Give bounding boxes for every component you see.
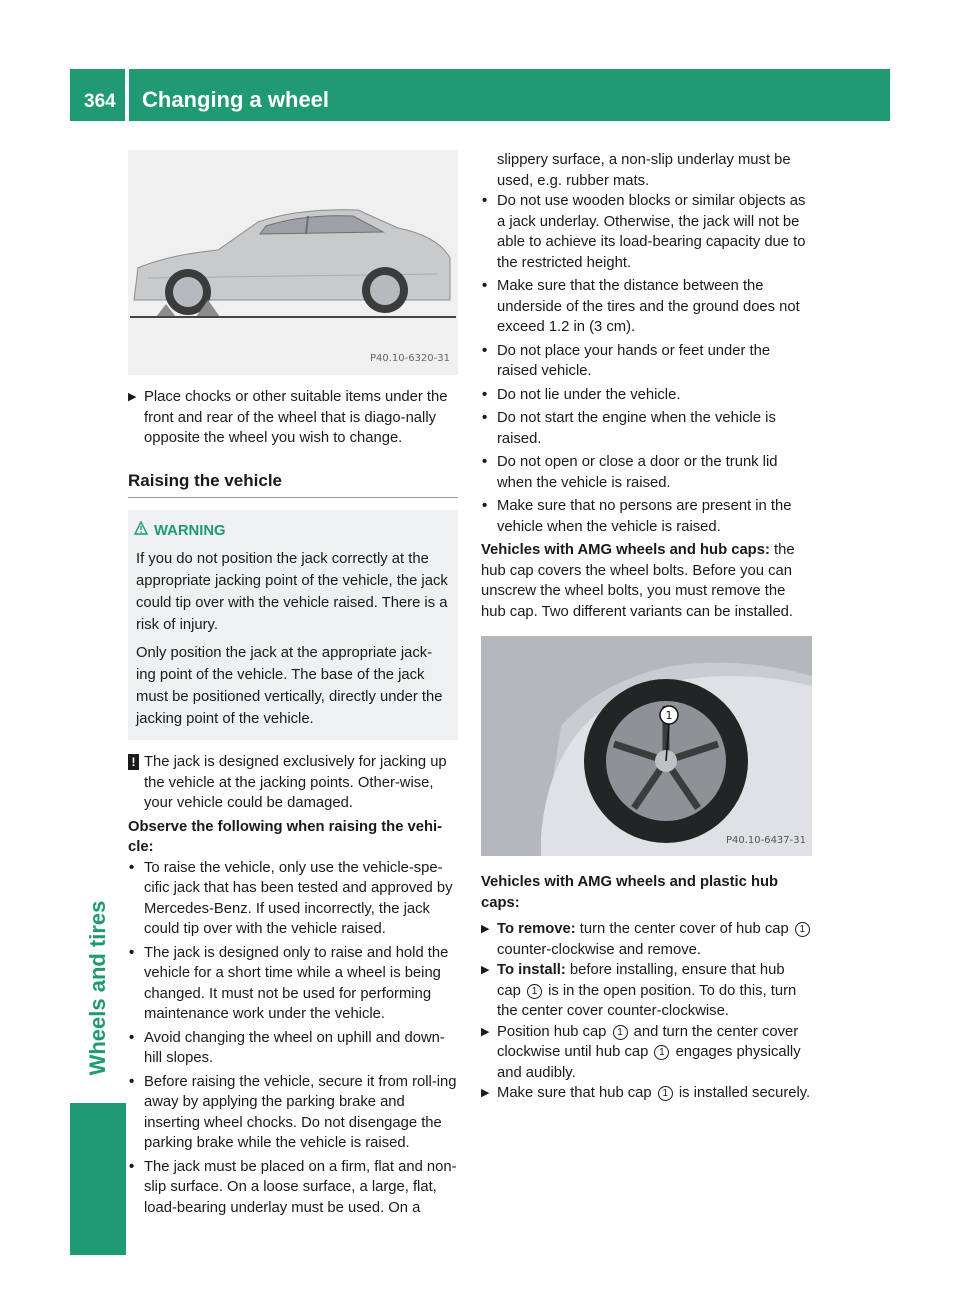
step-arrow-icon: ▶ — [481, 1087, 490, 1099]
plastic-hubcap-heading: Vehicles with AMG wheels and plastic hub caps: — [481, 874, 779, 911]
figure-code: P40.10-6437-31 — [725, 834, 806, 846]
list-item — [481, 191, 812, 273]
list-item-text: The jack is designed only to raise and hold the vehicle for a short time while a wheel is being changed. It must not be used for performing maintenance work under the vehicle. — [144, 944, 449, 1022]
warning-text-2: Only position the jack at the appropriate jack-ing point of the vehicle. The base of the jack must be positioned vertically, directly under the jacking point of the vehicle. — [136, 645, 443, 727]
list-item — [481, 496, 812, 537]
step-arrow-icon: ▶ — [481, 964, 490, 976]
page-number: 364 — [84, 91, 116, 112]
step-text: and turn the center cover clockwise until hub cap — [497, 1023, 799, 1060]
step-text: before installing, ensure that hub cap — [497, 962, 785, 999]
step-text: Position hub cap — [497, 1023, 611, 1040]
bullet-icon: • — [129, 1158, 135, 1175]
bullet-icon: • — [482, 454, 488, 470]
step-text: Make sure that hub cap — [497, 1085, 656, 1101]
list-item-text: Avoid changing the wheel on uphill and down-hill slopes. — [144, 1029, 445, 1066]
step-text: is in the open position. To do this, turn the center cover counter-clockwise. — [497, 982, 797, 1019]
continuation-text: slippery surface, a non-slip underlay must be used, e.g. rubber mats. — [497, 152, 791, 189]
step-text: counter-clockwise and remove. — [497, 941, 701, 958]
left-bullet-list — [128, 858, 458, 1219]
heading-raising-vehicle: Raising the vehicle — [128, 471, 458, 499]
instruction-step — [481, 960, 812, 1022]
bullet-icon: • — [482, 410, 488, 426]
car-side-illustration — [128, 150, 458, 375]
step-arrow-icon: ▶ — [481, 1025, 490, 1038]
notice-text: The jack is designed exclusively for jacking up the vehicle at the jacking points. Other-wise, your vehicle could be damaged. — [144, 754, 447, 811]
callout-ref: 1 — [795, 922, 810, 937]
warning-title-text: WARNING — [154, 523, 226, 539]
step-text: is installed securely. — [674, 1085, 811, 1101]
notice — [128, 752, 458, 814]
bullet-icon: • — [482, 342, 488, 359]
list-item-text: Make sure that the distance between the underside of the tires and the ground does not exceed 1.2 in (3 cm). — [497, 278, 800, 335]
wheel-figure — [481, 636, 812, 856]
list-item-text: Make sure that no persons are present in the vehicle when the vehicle is raised. — [497, 498, 792, 535]
list-item-text: Do not use wooden blocks or similar objects as a jack underlay. Otherwise, the jack will not be able to achieve its load-bearing capacity due to the restricted height. — [497, 193, 806, 271]
bullet-icon: • — [129, 1029, 135, 1046]
list-item — [481, 341, 812, 382]
list-item — [128, 858, 458, 940]
callout-ref: 1 — [654, 1045, 669, 1060]
bullet-icon: • — [482, 193, 488, 209]
bullet-icon: • — [129, 944, 135, 961]
callout-number: 1 — [665, 709, 673, 722]
step-text: turn the center cover of hub cap — [575, 921, 793, 937]
right-bullet-list — [481, 191, 812, 537]
side-tab-text: Wheels and tires — [85, 900, 110, 1076]
section-title: Changing a wheel — [142, 87, 330, 112]
instruction-step — [128, 387, 458, 449]
header-bar — [70, 69, 890, 121]
callout-ref: 1 — [613, 1025, 628, 1040]
side-tab-label — [78, 880, 118, 1100]
figure-code: P40.10-6320-31 — [369, 352, 450, 364]
warning-box — [128, 510, 458, 740]
step-text: engages physically and audibly. — [497, 1044, 801, 1081]
step-arrow-icon: ▶ — [481, 923, 490, 935]
warning-title — [154, 520, 450, 542]
amg-lead: Vehicles with AMG wheels and hub caps: — [481, 542, 770, 558]
step-text: Place chocks or other suitable items under the front and rear of the wheel that is diago-nally opposite the wheel you wish to change. — [144, 389, 448, 446]
bullet-icon: • — [129, 1073, 135, 1090]
list-item — [481, 452, 812, 493]
observe-heading: Observe the following when raising the vehi-cle: — [128, 818, 443, 855]
bullet-icon: • — [482, 386, 488, 403]
step-lead: To remove: — [497, 921, 576, 937]
list-item-text: Do not lie under the vehicle. — [497, 386, 681, 403]
list-item — [481, 276, 812, 338]
instruction-step — [481, 919, 812, 960]
list-item-text: Before raising the vehicle, secure it from roll-ing away by applying the parking brake and inserting wheel chocks. Do not disengage the parking brake while the vehicle is raised. — [144, 1073, 457, 1151]
car-side-figure — [128, 150, 458, 375]
callout-ref: 1 — [527, 984, 542, 999]
list-item-text: Do not start the engine when the vehicle is raised. — [497, 410, 776, 447]
warning-triangle-icon — [134, 520, 148, 542]
left-column — [128, 150, 458, 1221]
side-tab-marker — [70, 1103, 126, 1255]
list-item — [481, 408, 812, 449]
bullet-icon: • — [482, 498, 488, 514]
callout-ref: 1 — [658, 1086, 673, 1101]
step-lead: To install: — [497, 962, 566, 978]
list-item — [128, 1157, 458, 1219]
list-item — [128, 1072, 458, 1154]
list-item-text: Do not open or close a door or the trunk lid when the vehicle is raised. — [497, 454, 778, 491]
list-item-text: To raise the vehicle, only use the vehicle-spe-cific jack that has been tested and approved by Mercedes-Benz. If used incorrectly, the jack could tip over with the vehicle raised. — [144, 859, 453, 937]
warning-text-1: If you do not position the jack correctly at the appropriate jacking point of the vehicle, the jack could tip over with the vehicle raised. There is a risk of injury. — [136, 551, 448, 633]
instruction-step — [481, 1083, 812, 1104]
bullet-icon: • — [129, 859, 135, 876]
amg-text: the hub cap covers the wheel bolts. Before you can unscrew the wheel bolts, you must remove the hub cap. Two different variants can be installed. — [481, 542, 795, 620]
wheel-illustration — [481, 636, 812, 856]
exclamation-icon: ! — [128, 754, 139, 770]
instruction-step — [481, 1022, 812, 1084]
amg-hubcap-paragraph — [481, 540, 812, 622]
step-arrow-icon: ▶ — [128, 391, 137, 403]
list-item — [128, 1028, 458, 1069]
list-item-text: Do not place your hands or feet under the raised vehicle. — [497, 342, 771, 379]
bullet-icon: • — [482, 278, 488, 294]
header-divider — [125, 69, 129, 121]
list-item-text: The jack must be placed on a firm, flat and non-slip surface. On a loose surface, a large, flat, load-bearing underlay must be used. On a — [144, 1158, 457, 1216]
list-item — [481, 385, 812, 406]
right-column — [481, 150, 812, 1104]
list-item — [128, 943, 458, 1025]
